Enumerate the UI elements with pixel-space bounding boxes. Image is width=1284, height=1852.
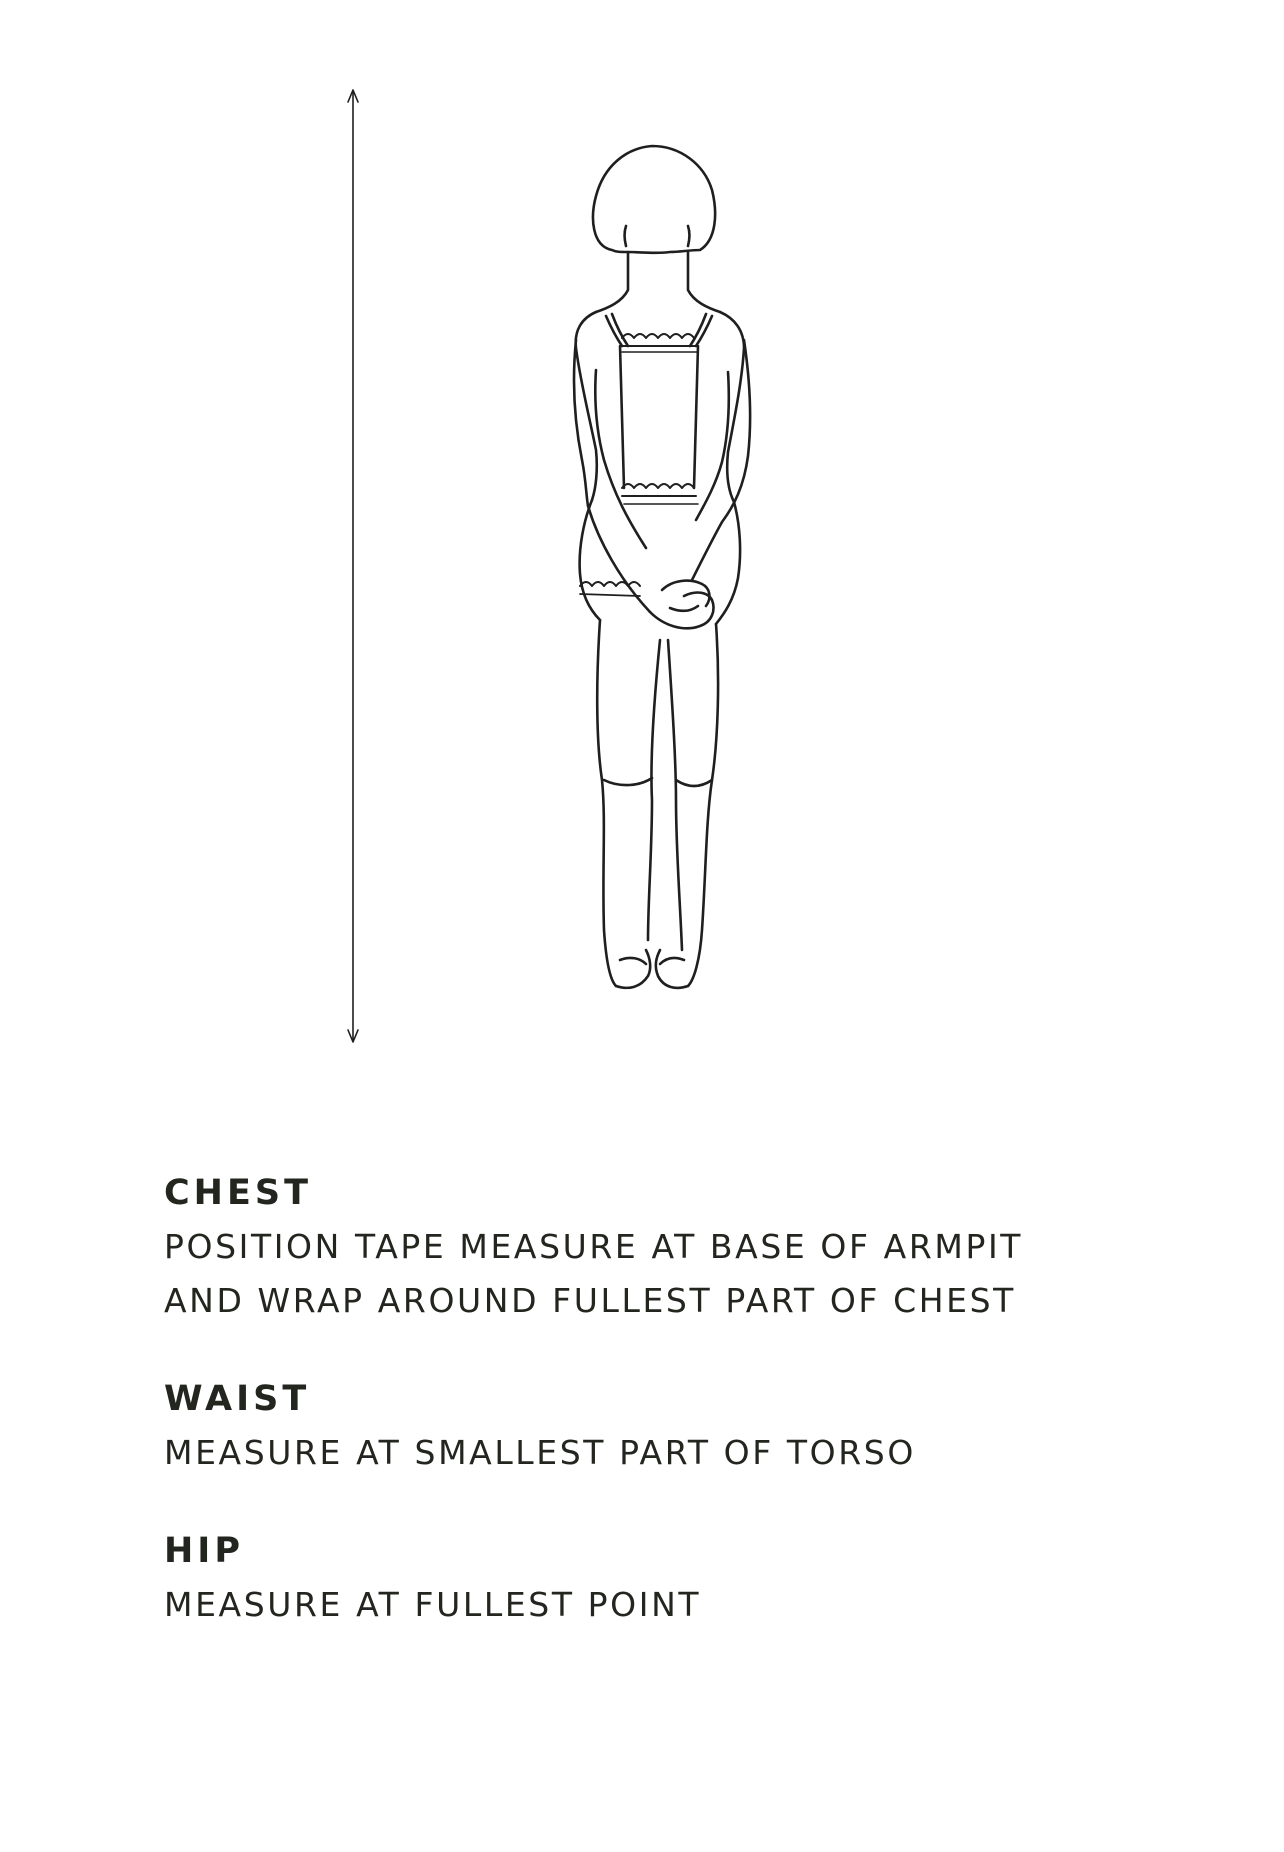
hip-description-line: MEASURE AT FULLEST POINT <box>164 1585 702 1624</box>
chest-heading: CHEST <box>164 1173 312 1213</box>
measurement-guide <box>164 1170 1164 1632</box>
hip-heading: HIP <box>164 1531 244 1571</box>
chest-description-line: AND WRAP AROUND FULLEST PART OF CHEST <box>164 1281 1016 1320</box>
waist-section <box>164 1376 1164 1480</box>
hip-section <box>164 1528 1164 1632</box>
vertical-double-arrow-icon <box>348 90 358 1042</box>
waist-description-line: MEASURE AT SMALLEST PART OF TORSO <box>164 1433 916 1472</box>
chest-description-line: POSITION TAPE MEASURE AT BASE OF ARMPIT <box>164 1227 1024 1266</box>
hip-description <box>164 1578 1164 1632</box>
figure-back-view-illustration <box>574 146 750 988</box>
waist-description <box>164 1426 1164 1480</box>
chest-section <box>164 1170 1164 1328</box>
chest-description <box>164 1220 1164 1328</box>
waist-heading: WAIST <box>164 1379 311 1419</box>
